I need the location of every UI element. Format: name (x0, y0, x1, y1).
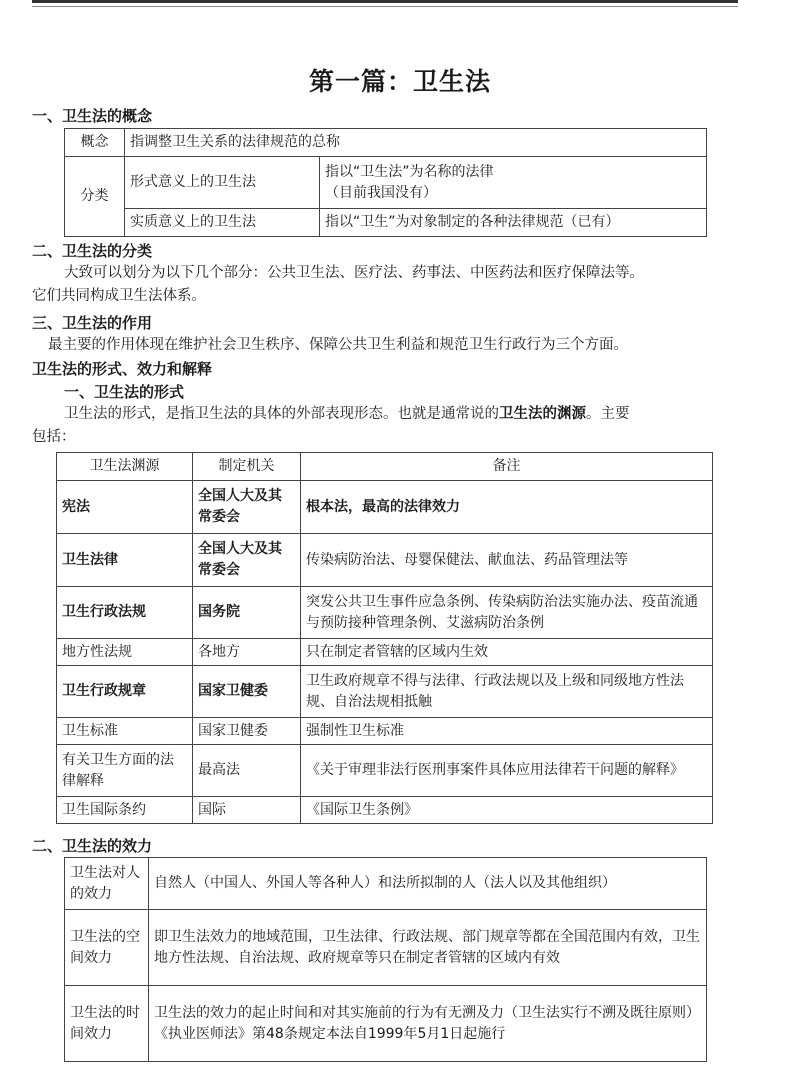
substantive-label: 实质意义上的卫生法 (125, 209, 320, 237)
classification-line2: 它们共同构成卫生法体系。 (32, 288, 206, 304)
top-rule (32, 0, 738, 3)
organ-cell: 全国人大及其常委会 (193, 481, 301, 534)
substantive-row (65, 209, 707, 237)
effect-text: 即卫生法效力的地域范围，卫生法律、行政法规、部门规章等都在全国范围内有效，卫生地方性法规、自治法规、政府规章等只在制定者管辖的区域内有效 (149, 910, 707, 986)
table-row (57, 481, 713, 534)
source-cell: 卫生国际条约 (57, 797, 193, 824)
class-label: 分类 (65, 157, 125, 237)
table-row (57, 534, 713, 587)
note-cell: 根本法，最高的法律效力 (301, 481, 713, 534)
form-intro-line2: 包括： (32, 429, 76, 445)
table-row (57, 718, 713, 745)
effect-label: 卫生法的空间效力 (65, 910, 149, 986)
effect-text: 卫生法的效力的起止时间和对其实施前的行为有无溯及力（卫生法实行不溯及既往原则）《执业医师法》第48条规定本法自1999年5月1日起施行 (149, 986, 707, 1062)
section-classification-heading: 二、卫生法的分类 (32, 242, 153, 260)
formal-desc (320, 157, 707, 209)
formal-row (65, 157, 707, 209)
source-cell: 宪法 (57, 481, 193, 534)
section-form-effect-heading: 卫生法的形式、效力和解释 (32, 360, 213, 378)
section-function-heading: 三、卫生法的作用 (32, 314, 153, 332)
source-cell: 有关卫生方面的法律解释 (57, 745, 193, 797)
source-cell: 卫生行政法规 (57, 587, 193, 639)
table-row (57, 797, 713, 824)
source-cell: 地方性法规 (57, 639, 193, 666)
concept-label: 概念 (65, 129, 125, 157)
table-row (57, 666, 713, 718)
note-cell: 《关于审理非法行医刑事案件具体应用法律若干问题的解释》 (301, 745, 713, 797)
sources-table (56, 452, 713, 824)
concept-text: 指调整卫生关系的法律规范的总称 (125, 129, 707, 157)
form-intro-a: 卫生法的形式，是指卫生法的具体的外部表现形态。也就是通常说的 (64, 406, 499, 422)
source-cell: 卫生行政规章 (57, 666, 193, 718)
note-cell: 《国际卫生条例》 (301, 797, 713, 824)
table-row (65, 986, 707, 1062)
note-cell: 突发公共卫生事件应急条例、传染病防治法实施办法、疫苗流通与预防接种管理条例、艾滋病防治条例 (301, 587, 713, 639)
note-cell: 传染病防治法、母婴保健法、献血法、药品管理法等 (301, 534, 713, 587)
organ-cell: 各地方 (193, 639, 301, 666)
top-rule-thin (32, 6, 738, 7)
formal-desc-line2: （目前我国没有） (325, 184, 437, 201)
source-cell: 卫生法律 (57, 534, 193, 587)
table-row (65, 858, 707, 910)
classification-line1: 大致可以划分为以下几个部分：公共卫生法、医疗法、药事法、中医药法和医疗保障法等。 (64, 265, 644, 281)
page-title: 第一篇：卫生法 (308, 67, 491, 96)
effect-label: 卫生法的时间效力 (65, 986, 149, 1062)
sources-header-row (57, 453, 713, 481)
effect-text: 自然人（中国人、外国人等各种人）和法所拟制的人（法人以及其他组织） (149, 858, 707, 910)
formal-label: 形式意义上的卫生法 (125, 157, 320, 209)
organ-cell: 全国人大及其常委会 (193, 534, 301, 587)
formal-desc-line1: 指以“卫生法”为名称的法律 (325, 163, 494, 180)
organ-cell: 国家卫健委 (193, 666, 301, 718)
header-organ: 制定机关 (193, 453, 301, 481)
substantive-desc: 指以“卫生”为对象制定的各种法律规范（已有） (320, 209, 707, 237)
section-concept-heading: 一、卫生法的概念 (32, 107, 153, 125)
organ-cell: 国务院 (193, 587, 301, 639)
header-source: 卫生法渊源 (57, 453, 193, 481)
table-row (57, 587, 713, 639)
note-cell: 强制性卫生标准 (301, 718, 713, 745)
concept-row (65, 129, 707, 157)
form-intro-line1 (64, 403, 630, 426)
function-line1: 最主要的作用体现在维护社会卫生秩序、保障公共卫生利益和规范卫生行政行为三个方面。 (48, 337, 628, 353)
effect-table (64, 857, 707, 1062)
organ-cell: 最高法 (193, 745, 301, 797)
effect-label: 卫生法对人的效力 (65, 858, 149, 910)
concept-table (64, 128, 707, 237)
source-cell: 卫生标准 (57, 718, 193, 745)
section-effect-heading: 二、卫生法的效力 (32, 837, 153, 855)
note-cell: 卫生政府规章不得与法律、行政法规以及上级和同级地方性法规、自治法规相抵触 (301, 666, 713, 718)
header-note: 备注 (301, 453, 713, 481)
table-row (65, 910, 707, 986)
organ-cell: 国家卫健委 (193, 718, 301, 745)
table-row (57, 745, 713, 797)
organ-cell: 国际 (193, 797, 301, 824)
note-cell: 只在制定者管辖的区域内生效 (301, 639, 713, 666)
form-intro-bold: 卫生法的渊源 (499, 406, 586, 422)
subsection-form-heading: 一、卫生法的形式 (64, 383, 185, 401)
form-intro-b: 。主要 (586, 406, 630, 422)
table-row (57, 639, 713, 666)
